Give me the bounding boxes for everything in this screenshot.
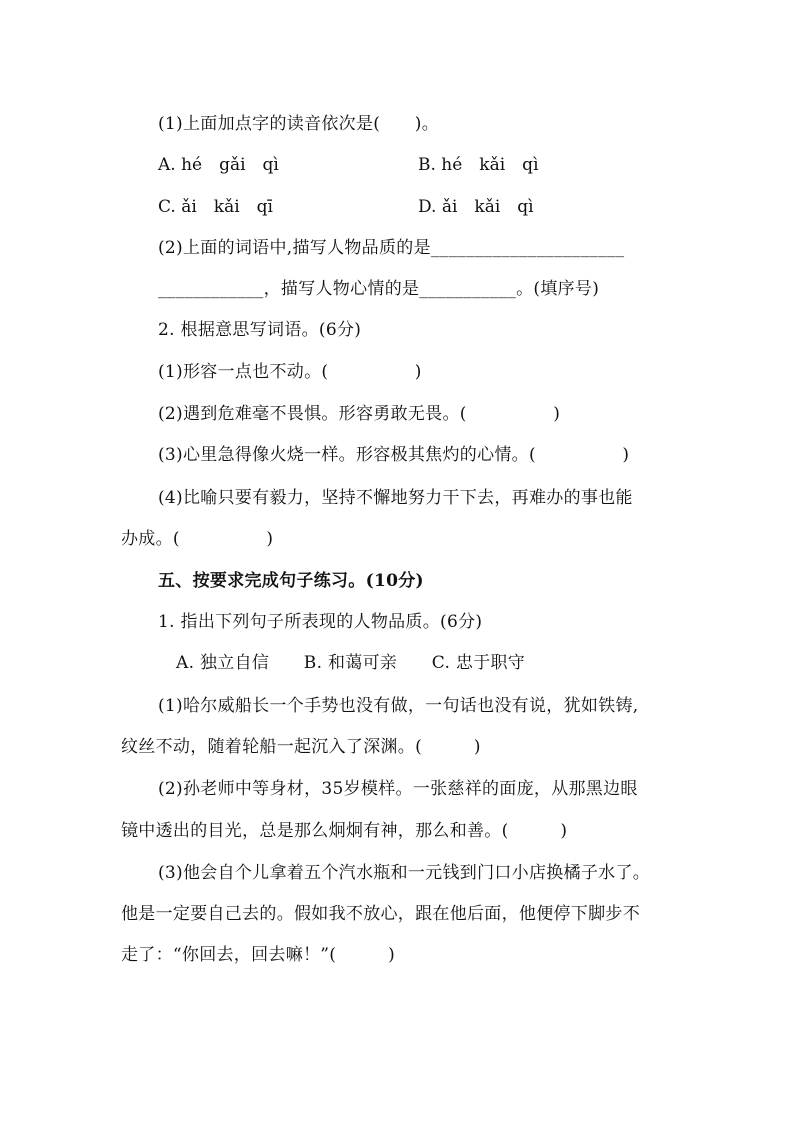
section5-q1-title: 1. 指出下列句子所表现的人物品质。(6分) — [158, 612, 483, 632]
q1-sub2-line1: (2)上面的词语中,描写人物品质的是______________________ — [158, 238, 625, 258]
q1-sub2-line2: ____________，描写人物心情的是___________。(填序号) — [158, 279, 600, 299]
q2-item4-line2: 办成。( ) — [121, 529, 274, 549]
sentence2-line1: (2)孙老师中等身材，35岁模样。一张慈祥的面庞，从那黑边眼 — [158, 779, 638, 799]
q1-sub1: (1)上面加点字的读音依次是( )。 — [158, 114, 440, 134]
q1-option-d: D. ǎi kǎi qì — [418, 197, 534, 217]
sentence2-line2: 镜中透出的目光，总是那么炯炯有神，那么和善。( ) — [121, 821, 568, 841]
sentence1-line1: (1)哈尔威船长一个手势也没有做，一句话也没有说，犹如铁铸, — [158, 696, 639, 716]
q2-item4-line1: (4)比喻只要有毅力，坚持不懈地努力干下去，再难办的事也能 — [158, 488, 633, 508]
sentence3-line3: 走了：“你回去，回去嘛！”( ) — [121, 945, 396, 965]
q1-option-b: B. hé kǎi qì — [418, 155, 539, 175]
section5-heading: 五、按要求完成句子练习。(10分) — [158, 571, 424, 591]
q2-item3: (3)心里急得像火烧一样。形容极其焦灼的心情。( ) — [158, 445, 630, 465]
q2-title: 2. 根据意思写词语。(6分) — [158, 320, 362, 340]
q2-item1: (1)形容一点也不动。( ) — [158, 362, 422, 382]
q1-option-a: A. hé gǎi qì — [158, 155, 279, 175]
section5-choices: A. 独立自信 B. 和蔼可亲 C. 忠于职守 — [176, 653, 526, 673]
sentence1-line2: 纹丝不动，随着轮船一起沉入了深渊。( ) — [121, 737, 481, 757]
q1-option-c: C. ǎi kǎi qī — [158, 197, 273, 217]
sentence3-line2: 他是一定要自己去的。假如我不放心，跟在他后面，他便停下脚步不 — [121, 904, 640, 924]
q2-item2: (2)遇到危难毫不畏惧。形容勇敢无畏。( ) — [158, 404, 561, 424]
sentence3-line1: (3)他会自个儿拿着五个汽水瓶和一元钱到门口小店换橘子水了。 — [158, 863, 651, 883]
